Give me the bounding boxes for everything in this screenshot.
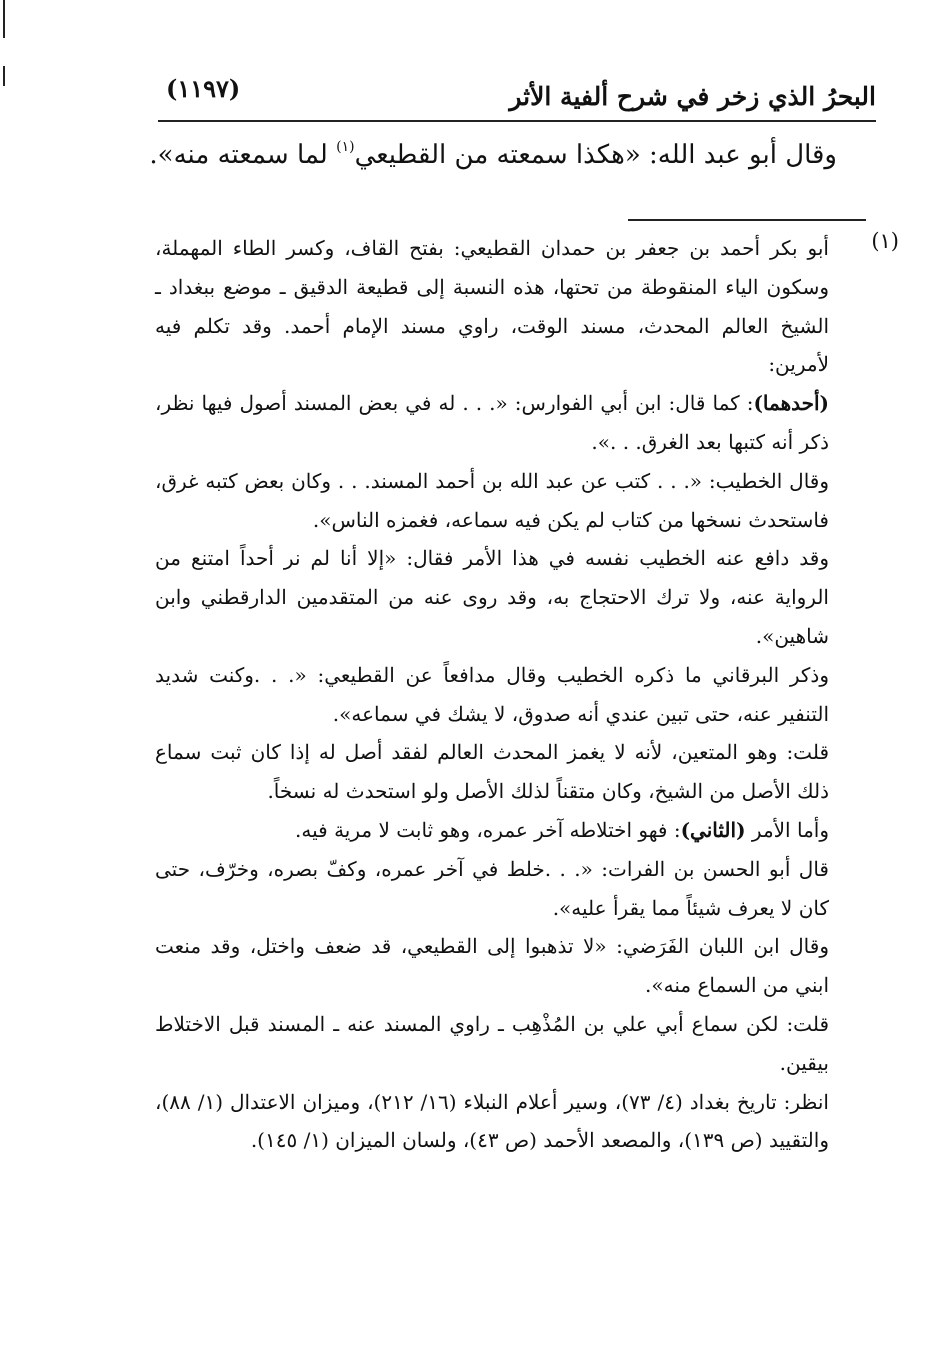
footnote-paragraph: وقال ابن اللبان الفَرَضي: «لا تذهبوا إلى القطيعي، قد ضعف واختل، وقد منعت ابني من السماع منه». <box>155 934 829 998</box>
footnote-paragraph: قلت: وهو المتعين، لأنه لا يغمز المحدث العالم لفقد أصل له إذا كان ثبت سماع ذلك الأصل من الشيخ، وكان متقناً لذلك الأصل ولو استحدث له نسخاً. <box>155 740 829 804</box>
footnote-paragraph: وقد دافع عنه الخطيب نفسه في هذا الأمر فقال: «إلا أنا لم نر أحداً امتنع من الرواية عنه، ولا ترك الاحتجاج به، وقد روى عنه من المتقدمين الدارقطني وابن شاهين». <box>155 546 829 648</box>
page-number: (١١٩٧) <box>166 74 241 103</box>
main-text-end: لما سمعته منه». <box>149 140 337 170</box>
scan-edge-mark <box>3 66 5 86</box>
footnote-paragraph: قال أبو الحسن بن الفرات: «. . .خلط في آخر عمره، وكفّ بصره، وخرّف، حتى كان لا يعرف شيئاً مما يقرأ عليه». <box>155 856 829 920</box>
footnote-paragraph: (أحدهما): كما قال: ابن أبي الفوارس: «. . . له في بعض المسند أصول فيها نظر، ذكر أنه كتبها بعد الغرق. . .». <box>155 391 829 454</box>
running-head <box>158 72 876 122</box>
footnote-body <box>155 229 829 1160</box>
footnote-paragraph: قلت: لكن سماع أبي علي بن المُذْهِب ـ راوي المسند عنه ـ المسند قبل الاختلاط بيقين. <box>155 1011 829 1075</box>
main-text-start: وقال أبو عبد الله: «هكذا سمعته من القطيعي <box>354 140 837 170</box>
bold-label: (الثاني) <box>680 817 746 842</box>
footnote-paragraph: وذكر البرقاني ما ذكره الخطيب وقال مدافعاً عن القطيعي: «. . .وكنت شديد التنفير عنه، حتى تبين عندي أنه صدوق، لا يشك في سماعه». <box>155 662 829 726</box>
scan-edge-mark <box>3 0 5 38</box>
footnote-reference: (١) <box>336 139 355 155</box>
footnote-separator <box>628 219 866 221</box>
bold-label: (أحدهما) <box>753 391 829 416</box>
footnote-marker: (١) <box>871 229 899 253</box>
references-paragraph: انظر: تاريخ بغداد (٤/ ٧٣)، وسير أعلام النبلاء (١٦/ ٢١٢)، وميزان الاعتدال (١/ ٨٨)، والتقييد (ص ١٣٩)، والمصعد الأحمد (ص ٤٣)، ولسان الميزان (١/ ١٤٥). <box>155 1089 829 1153</box>
book-title: البحرُ الذي زخر في شرح ألفية الأثر <box>509 82 876 111</box>
main-text <box>149 139 837 190</box>
footnote-paragraph: وأما الأمر (الثاني): فهو اختلاطه آخر عمره، وهو ثابت لا مرية فيه. <box>295 817 829 842</box>
footnote-paragraph: أبو بكر أحمد بن جعفر بن حمدان القطيعي: بفتح القاف، وكسر الطاء المهملة، وسكون الياء المنقوطة من تحتها، هذه النسبة إلى قطيعة الدقيق ـ موضع ببغداد ـ الشيخ العالم المحدث، مسند الوقت، راوي مسند الإمام أحمد. وقد تكلم فيه لأمرين: <box>155 236 829 377</box>
footnote-paragraph: وقال الخطيب: «. . . كتب عن عبد الله بن أحمد المسند. . . وكان بعض كتبه غرق، فاستحدث نسخها من كتاب لم يكن فيه سماعه، فغمزه الناس». <box>155 468 829 532</box>
